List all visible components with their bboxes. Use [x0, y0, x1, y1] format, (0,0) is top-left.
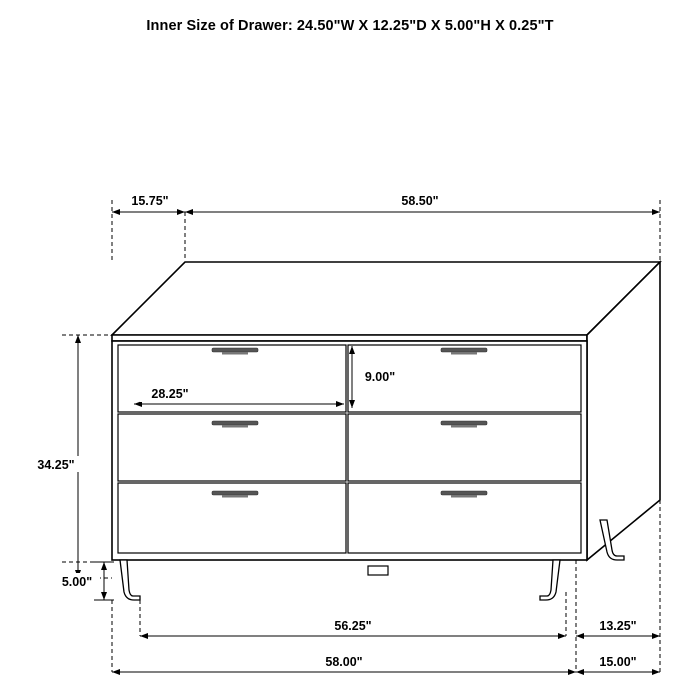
dim-side-depth-lower: 13.25" [599, 619, 637, 633]
dresser-top-surface [112, 262, 660, 335]
leg-front-right [540, 560, 560, 600]
dim-overall-depth: 15.00" [599, 655, 637, 669]
drawer-grid [118, 345, 581, 553]
dim-drawer-height: 9.00" [364, 370, 396, 384]
dim-width-top: 58.50" [401, 194, 439, 208]
dim-overall-width: 58.00" [325, 655, 363, 669]
dim-drawer-width: 28.25" [151, 387, 189, 401]
dim-total-height: 34.25" [37, 458, 75, 472]
dim-depth-top: 15.75" [131, 194, 169, 208]
dresser-top-edge [112, 335, 587, 341]
center-support-bracket [368, 566, 388, 575]
dim-leg-height: 5.00" [61, 575, 93, 589]
leg-front-left [120, 560, 140, 600]
page-title: Inner Size of Drawer: 24.50"W X 12.25"D X 5.00"H X 0.25"T [146, 18, 554, 34]
dim-case-width: 56.25" [334, 619, 372, 633]
